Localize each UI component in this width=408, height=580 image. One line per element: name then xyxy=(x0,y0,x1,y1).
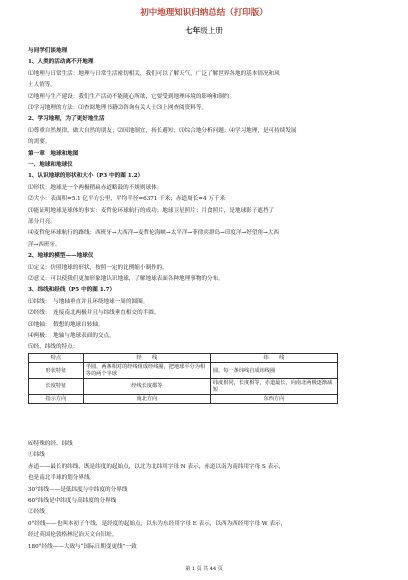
text-line: ⑴尊重自然规律，做大自然的朋友；⑵因地制宜，扬长避短；⑶综合地分析问题；⑷学习地理，是可持续发展 xyxy=(28,127,297,134)
text-line: 30°纬线——是低纬度与中纬度的分界线 xyxy=(28,486,128,493)
table-header-row xyxy=(29,354,338,363)
table-row xyxy=(29,395,338,404)
table-header: 纬 线 xyxy=(210,354,337,363)
table-cell: 南北方向 xyxy=(83,395,210,404)
text-line: ⑹特殊的经、纬线 xyxy=(28,441,73,447)
table-row-label: 长度特征 xyxy=(29,379,84,395)
text-line: 土人情等。 xyxy=(28,82,56,89)
text-line: 的需要。 xyxy=(28,139,51,146)
text-line: ⑵地理与生产建设：我们生产活动不能随心所欲，它要受到地理环境的影响和制约。 xyxy=(28,93,235,100)
table-header: 经 线 xyxy=(83,354,210,363)
text-line: ⑶能证明地球是球体的事实：麦哲伦环球航行的成功；地球卫星照片；月食照片，是地球影子遮挡了 xyxy=(28,207,275,214)
text-line: 60°纬线是中纬度与高纬度的分界线 xyxy=(28,498,117,504)
text-line: ⑴纬线： 与地轴垂直并且环绕地球一周的圆圈。 xyxy=(28,298,149,305)
text-line: ①纬线 xyxy=(28,452,45,459)
table-cell: 纬度相同，长度相等，赤道最长，向南北两极逐渐减短 xyxy=(210,379,337,395)
table-row-label: 指示方向 xyxy=(29,395,84,404)
text-line: ⑵意义：可以使我们更加形象地认识地球，了解地球表面各种地理事物的分布。 xyxy=(28,276,224,282)
text-line: ⑵经线： 连接南北两极并且与纬线垂直相交的半圆。 xyxy=(28,310,160,317)
text-line: 180°经线——大致与“国际日期变更线”一致 xyxy=(28,543,137,550)
text-line: 部分月亮。 xyxy=(28,219,56,225)
table-row xyxy=(29,363,338,379)
grade-subtitle xyxy=(0,26,408,35)
text-line: ⑸经、纬线的特点： xyxy=(28,344,79,351)
section-heading: 1、认识地球的形状和大小（P3 中的图 1.2） xyxy=(28,173,144,180)
table-cell: 圆，每一条纬线自成纬线圈 xyxy=(210,363,337,379)
section-heading: 2、学习地理，为了更好地生活 xyxy=(28,116,105,123)
text-line: ⑴地理与日常生活：地理与日常生活密切相关，我们可以了解天气，广泛了解世界各地的基本情况和风 xyxy=(28,70,280,77)
grade-bold: 七年 xyxy=(185,26,201,35)
text-line: ⑷麦哲伦环球航行的路线：西班牙→大西洋→麦哲伦海峡→太平洋→菲律宾群岛→印度洋→好望角→大西 xyxy=(28,230,279,237)
section-heading: 一、地球和地球仪 xyxy=(28,162,73,168)
text-line: ⑷两极： 地轴与地球表面的交点。 xyxy=(28,333,115,339)
text-line: 洋→西班牙。 xyxy=(28,241,61,248)
table-row xyxy=(29,379,338,395)
table-cell: 东西方向 xyxy=(210,395,337,404)
text-line: 经过英国伦敦格林尼治天文台旧址。 xyxy=(28,532,118,539)
text-line: ⑶学习地理的方法：⑴查阅地理书籍⑵咨询有关人士⑶上网查阅资料等。 xyxy=(28,105,208,111)
text-line: ⑴定义：仿照地球的形状，按照一定的比例缩小制作的。 xyxy=(28,264,168,271)
section-heading: 2、地球的模型——地球仪 xyxy=(28,253,94,260)
table-cell: 经线长度都等 xyxy=(83,379,210,395)
text-line: 赤道——最长的纬线，既是纬度的起始点，以北为北纬用字母 N 表示，赤道以南为南纬用字母 S 表示， xyxy=(28,463,285,470)
text-line: 0°经线——也叫本初子午线，是经度的起始点，以东为东经用字母 E 表示，以西为西经用字母 W 表示， xyxy=(28,520,287,527)
text-line: ⑵大小：表面积=5.1 亿平方公里，平均半径=6371 千米；赤道周长=4 万千米 xyxy=(28,196,226,203)
section-heading: 1、人类的活动离不开地理 xyxy=(28,59,94,66)
grade-rest: 级上册 xyxy=(200,26,223,35)
text-line: 也是南北半球的划分界线。 xyxy=(28,475,96,482)
page-footer: 第 1 页 共 44 页 xyxy=(185,566,223,572)
text-line: ⑶地轴： 假想的地球自转轴。 xyxy=(28,321,104,328)
section-heading: 3、纬线和经线（P5 中的图 1.7） xyxy=(28,287,116,294)
section-heading: 第一章 地球和地图 xyxy=(28,150,79,157)
meridian-parallel-table xyxy=(28,353,338,404)
table-cell: 半圆，两条相对的经线组成经线圈，把地球平分为相等的两个半球 xyxy=(83,363,210,379)
text-line: ⑴形状：地球是一个两极稍扁赤道略鼓的不规则球体。 xyxy=(28,184,163,191)
table-header: 特点 xyxy=(29,354,84,363)
table-row-label: 形状特征 xyxy=(29,363,84,379)
section-heading: 与同学们谈地理 xyxy=(28,48,68,54)
text-line: ②经线 xyxy=(28,509,45,516)
page-title: 初中地理知识归纳总结（打印版） xyxy=(140,8,268,18)
